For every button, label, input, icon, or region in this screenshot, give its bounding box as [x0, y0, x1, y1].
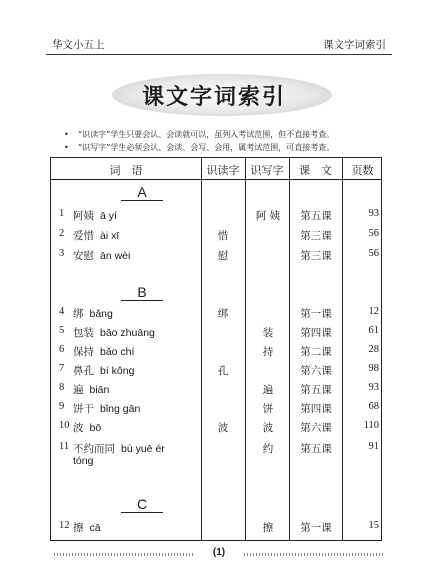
- row-word: 保持 bǎo chí: [73, 346, 135, 358]
- row-word: 绑 bǎng: [73, 308, 113, 320]
- row-recognize: 孔: [217, 365, 229, 377]
- row-pinyin: bí kǒng: [100, 365, 135, 377]
- row-word: 爱惜 ài xī: [73, 230, 120, 242]
- row-recognize: 惜: [217, 230, 229, 242]
- row-number: 10: [59, 420, 70, 431]
- row-lesson: 第四课: [300, 327, 332, 339]
- header-page: 页数: [351, 164, 374, 177]
- row-pinyin: cā: [89, 522, 101, 534]
- row-lesson: 第五课: [300, 210, 332, 222]
- page-title: 课文字词索引: [141, 84, 286, 110]
- row-lesson: 第五课: [300, 384, 332, 396]
- row-pinyin: ài xī: [100, 230, 120, 242]
- letter-heading-b: [121, 284, 163, 301]
- row-write: 饼: [262, 403, 274, 415]
- row-pinyin: bǎo chí: [100, 346, 135, 358]
- header-word: 词 语: [109, 164, 143, 177]
- row-word: 擦 cā: [73, 522, 101, 534]
- bullet-icon: •: [64, 130, 69, 139]
- row-page: 61: [368, 325, 379, 336]
- row-write: 约: [262, 443, 274, 455]
- row-lesson: 第五课: [300, 443, 332, 455]
- row-page: 91: [368, 441, 379, 452]
- header-book-title: 华文小五上: [52, 39, 105, 51]
- column-divider: [289, 158, 290, 540]
- row-write: 装: [262, 327, 274, 339]
- row-pinyin: ān wèi: [100, 250, 131, 262]
- note-text: “识写字”学生必须会认、会读、会写、会用，属考试范围，可直接考查。: [78, 143, 335, 152]
- notes: [62, 128, 392, 154]
- letter-label: A: [137, 184, 147, 200]
- row-word: 包装 bāo zhuāng: [73, 327, 155, 339]
- row-number: 3: [59, 248, 65, 259]
- row-recognize: 波: [217, 422, 229, 434]
- row-pinyin: bāo zhuāng: [100, 327, 155, 339]
- row-write: 遍: [262, 384, 274, 396]
- row-recognize: 绑: [217, 308, 229, 320]
- row-page: 98: [368, 363, 379, 374]
- row-lesson: 第六课: [300, 422, 332, 434]
- row-word: 饼干 bǐng gān: [73, 403, 141, 415]
- letter-label: C: [136, 496, 148, 512]
- row-word: 遍 biān: [73, 384, 110, 396]
- row-page: 93: [368, 382, 379, 393]
- row-lesson: 第三课: [300, 230, 332, 242]
- row-word: 安慰 ān wèi: [73, 250, 131, 262]
- row-recognize: 慰: [217, 250, 229, 262]
- row-pinyin: biān: [89, 384, 110, 396]
- row-page: 28: [368, 344, 379, 355]
- row-number: 9: [59, 401, 65, 412]
- row-number: 8: [59, 382, 65, 393]
- header-lesson: 课 文: [299, 164, 332, 177]
- column-divider: [245, 158, 246, 540]
- row-lesson: 第四课: [300, 403, 332, 415]
- title-banner: [0, 70, 428, 120]
- header-divider: [51, 179, 381, 180]
- row-write: 波: [262, 422, 274, 434]
- row-number: 11: [59, 441, 70, 452]
- row-page: 68: [368, 401, 379, 412]
- note-item: [62, 128, 392, 141]
- row-pinyin: bǐng gān: [100, 403, 141, 415]
- letter-heading-c: [121, 496, 163, 513]
- note-item: [62, 141, 392, 154]
- row-write: 擦: [262, 522, 274, 534]
- header-section-title: 课文字词索引: [323, 39, 386, 51]
- page-number: (1): [212, 547, 226, 558]
- page-footer: [54, 548, 384, 560]
- row-number: 5: [59, 325, 65, 336]
- bullet-icon: •: [64, 143, 69, 152]
- row-pinyin: bù yuē ér: [121, 443, 165, 455]
- row-number: 4: [59, 306, 65, 317]
- index-table: [50, 157, 382, 541]
- row-pinyin: bǎng: [89, 308, 113, 320]
- row-lesson: 第一课: [300, 522, 332, 534]
- row-pinyin: ā yí: [100, 210, 117, 222]
- row-number: 12: [59, 520, 70, 531]
- row-pinyin-continued: tóng: [73, 455, 94, 467]
- row-page: 93: [368, 208, 379, 219]
- header-write: 识写字: [250, 164, 284, 177]
- row-pinyin: bō: [89, 422, 102, 434]
- letter-label: B: [137, 284, 147, 300]
- row-page: 12: [368, 306, 379, 317]
- row-word: 阿姨 ā yí: [73, 210, 117, 222]
- row-number: 7: [59, 363, 65, 374]
- column-divider: [201, 158, 202, 540]
- row-page: 110: [363, 420, 379, 431]
- page-header: [46, 34, 392, 55]
- row-number: 2: [59, 228, 65, 239]
- row-write: 阿 姨: [255, 210, 281, 222]
- row-lesson: 第一课: [300, 308, 332, 320]
- row-number: 6: [59, 344, 65, 355]
- row-word: 波 bō: [73, 422, 102, 434]
- row-write: 持: [262, 346, 274, 358]
- row-page: 56: [368, 248, 379, 259]
- row-lesson: 第二课: [300, 346, 332, 358]
- row-lesson: 第三课: [300, 250, 332, 262]
- letter-heading-a: [121, 184, 163, 201]
- row-page: 56: [368, 228, 379, 239]
- row-word: 鼻孔 bí kǒng: [73, 365, 135, 377]
- note-text: “识读字”学生只要会认、会读就可以，虽列入考试范围，但不直接考查。: [78, 130, 335, 139]
- row-page: 15: [368, 520, 379, 531]
- row-lesson: 第六课: [300, 365, 332, 377]
- row-number: 1: [59, 208, 65, 219]
- row-word: 不约而同 bù yuē ér: [73, 443, 165, 455]
- header-recognize: 识读字: [206, 164, 240, 177]
